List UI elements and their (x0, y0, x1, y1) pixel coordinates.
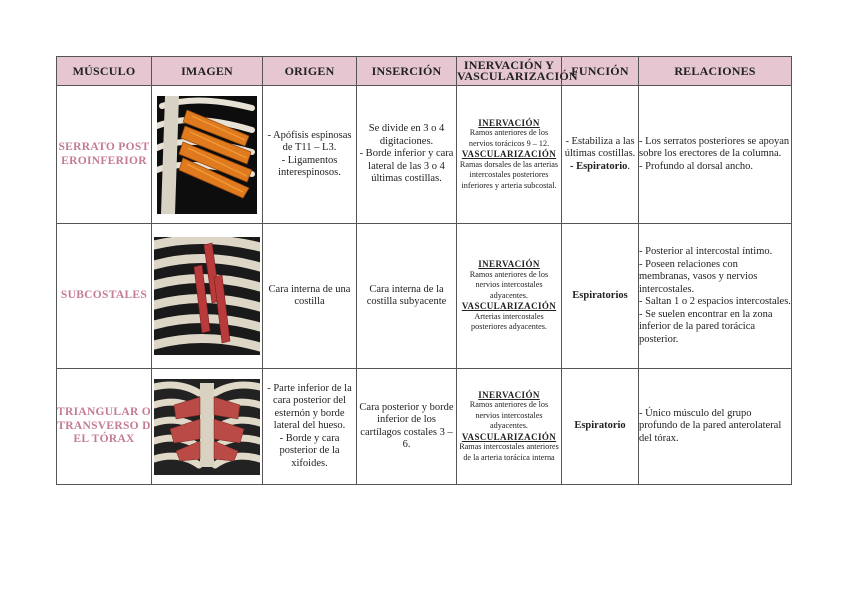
vascularizacion-text: Ramas intercostales anteriores de la arteria torácica interna (459, 442, 559, 462)
funcion-text: - Estabiliza a las últimas costillas. (564, 135, 636, 160)
muscle-image-cell (152, 369, 263, 485)
vasc-cell (457, 369, 562, 485)
origen-cell (263, 224, 357, 369)
funcion-tail: . (627, 160, 631, 172)
inervacion-title: INERVACIÓN (478, 259, 540, 270)
relacion-line: - Único músculo del grupo profundo de la pared anterolateral del tórax. (639, 407, 782, 444)
vascularizacion-title: VASCULARIZACIÓN (461, 431, 557, 442)
triangular-image (154, 379, 260, 475)
funcion-bold: Espiratorio (574, 420, 626, 432)
header-inervacion-vascularizacion (457, 57, 578, 86)
table-row (57, 369, 792, 485)
relacion-line: - Saltan 1 o 2 espacios intercostales. (639, 296, 791, 307)
funcion-bold: Espiratorios (572, 289, 628, 301)
muscle-table (56, 56, 792, 485)
subcostales-image (154, 237, 260, 355)
serrato-image (157, 96, 257, 214)
origen-line: - Apófisis espinosas de T11 – L3. (267, 129, 352, 153)
funcion-cell (562, 224, 639, 369)
insercion-line: Cara interna de la costilla subyacente (366, 283, 447, 307)
origen-line: - Borde y cara posterior de la xifoides. (279, 432, 340, 469)
funcion-cell (562, 369, 639, 485)
origen-cell (263, 86, 357, 224)
relacion-line: - Posterior al intercostal íntimo. (639, 246, 773, 257)
header-musculo: MÚSCULO (57, 57, 152, 86)
relaciones-cell (639, 369, 792, 485)
muscle-name: TRIANGULAR O TRANSVERSO DEL TÓRAX (57, 369, 152, 485)
muscle-image-cell (152, 86, 263, 224)
table-row (57, 86, 792, 224)
insercion-cell (357, 86, 457, 224)
inervacion-text: Ramos anteriores de los nervios intercostales adyacentes. (469, 400, 549, 431)
table-row (57, 224, 792, 369)
header-row (57, 57, 792, 86)
vasc-cell (457, 86, 562, 224)
muscle-image-cell (152, 224, 263, 369)
insercion-cell (357, 369, 457, 485)
relacion-line: - Profundo al dorsal ancho. (639, 160, 754, 172)
inervacion-title: INERVACIÓN (478, 389, 540, 400)
relacion-line: - Los serratos posteriores se apoyan sobre los erectores de la columna. (639, 135, 790, 160)
inervacion-text: Ramos anteriores de los nervios intercostales adyacentes. (469, 269, 549, 300)
relacion-line: - Poseen relaciones con membranas, vasos y nervios intercostales. (639, 258, 758, 295)
header-origen: ORIGEN (263, 57, 357, 86)
insercion-line: - Borde inferior y cara lateral de las 3 o 4 últimas costillas. (359, 148, 454, 185)
muscle-name: SUBCOSTALES (57, 224, 152, 369)
inervacion-title: INERVACIÓN (478, 117, 540, 128)
relaciones-cell (639, 86, 792, 224)
funcion-cell (562, 86, 639, 224)
insercion-cell (357, 224, 457, 369)
header-vasc-line2: VASCULARIZACIÓN (457, 69, 578, 83)
funcion-bold: - Espiratorio (569, 160, 628, 172)
header-funcion: FUNCIÓN (562, 57, 639, 86)
origen-line: - Ligamentos interespinosos. (278, 154, 341, 178)
vascularizacion-title: VASCULARIZACIÓN (461, 301, 557, 312)
header-insercion: INSERCIÓN (357, 57, 457, 86)
header-imagen: IMAGEN (152, 57, 263, 86)
relacion-line: - Se suelen encontrar en la zona inferior de la pared torácica posterior. (639, 308, 773, 345)
vascularizacion-title: VASCULARIZACIÓN (461, 149, 557, 160)
origen-cell (263, 369, 357, 485)
inervacion-text: Ramos anteriores de los nervios torácicos 9 – 12. (468, 128, 550, 148)
vasc-cell (457, 224, 562, 369)
insercion-line: Cara posterior y borde inferior de los cartílagos costales 3 – 6. (359, 401, 454, 450)
vascularizacion-text: Arterias intercostales posteriores adyacentes. (471, 311, 547, 332)
insercion-line: Se divide en 3 o 4 digitaciones. (368, 123, 445, 147)
vascularizacion-text: Ramas dorsales de las arterias intercostales posteriores inferiores y arteria subcostal. (459, 159, 559, 190)
header-relaciones: RELACIONES (639, 57, 792, 86)
origen-line: - Parte inferior de la cara posterior del esternón y borde lateral del hueso. (267, 382, 352, 432)
relaciones-cell (639, 224, 792, 369)
header-vasc-line1: INERVACIÓN Y (463, 58, 555, 72)
origen-line: Cara interna de una costilla (268, 283, 351, 307)
muscle-name: SERRATO POSTEROINFERIOR (57, 86, 152, 224)
